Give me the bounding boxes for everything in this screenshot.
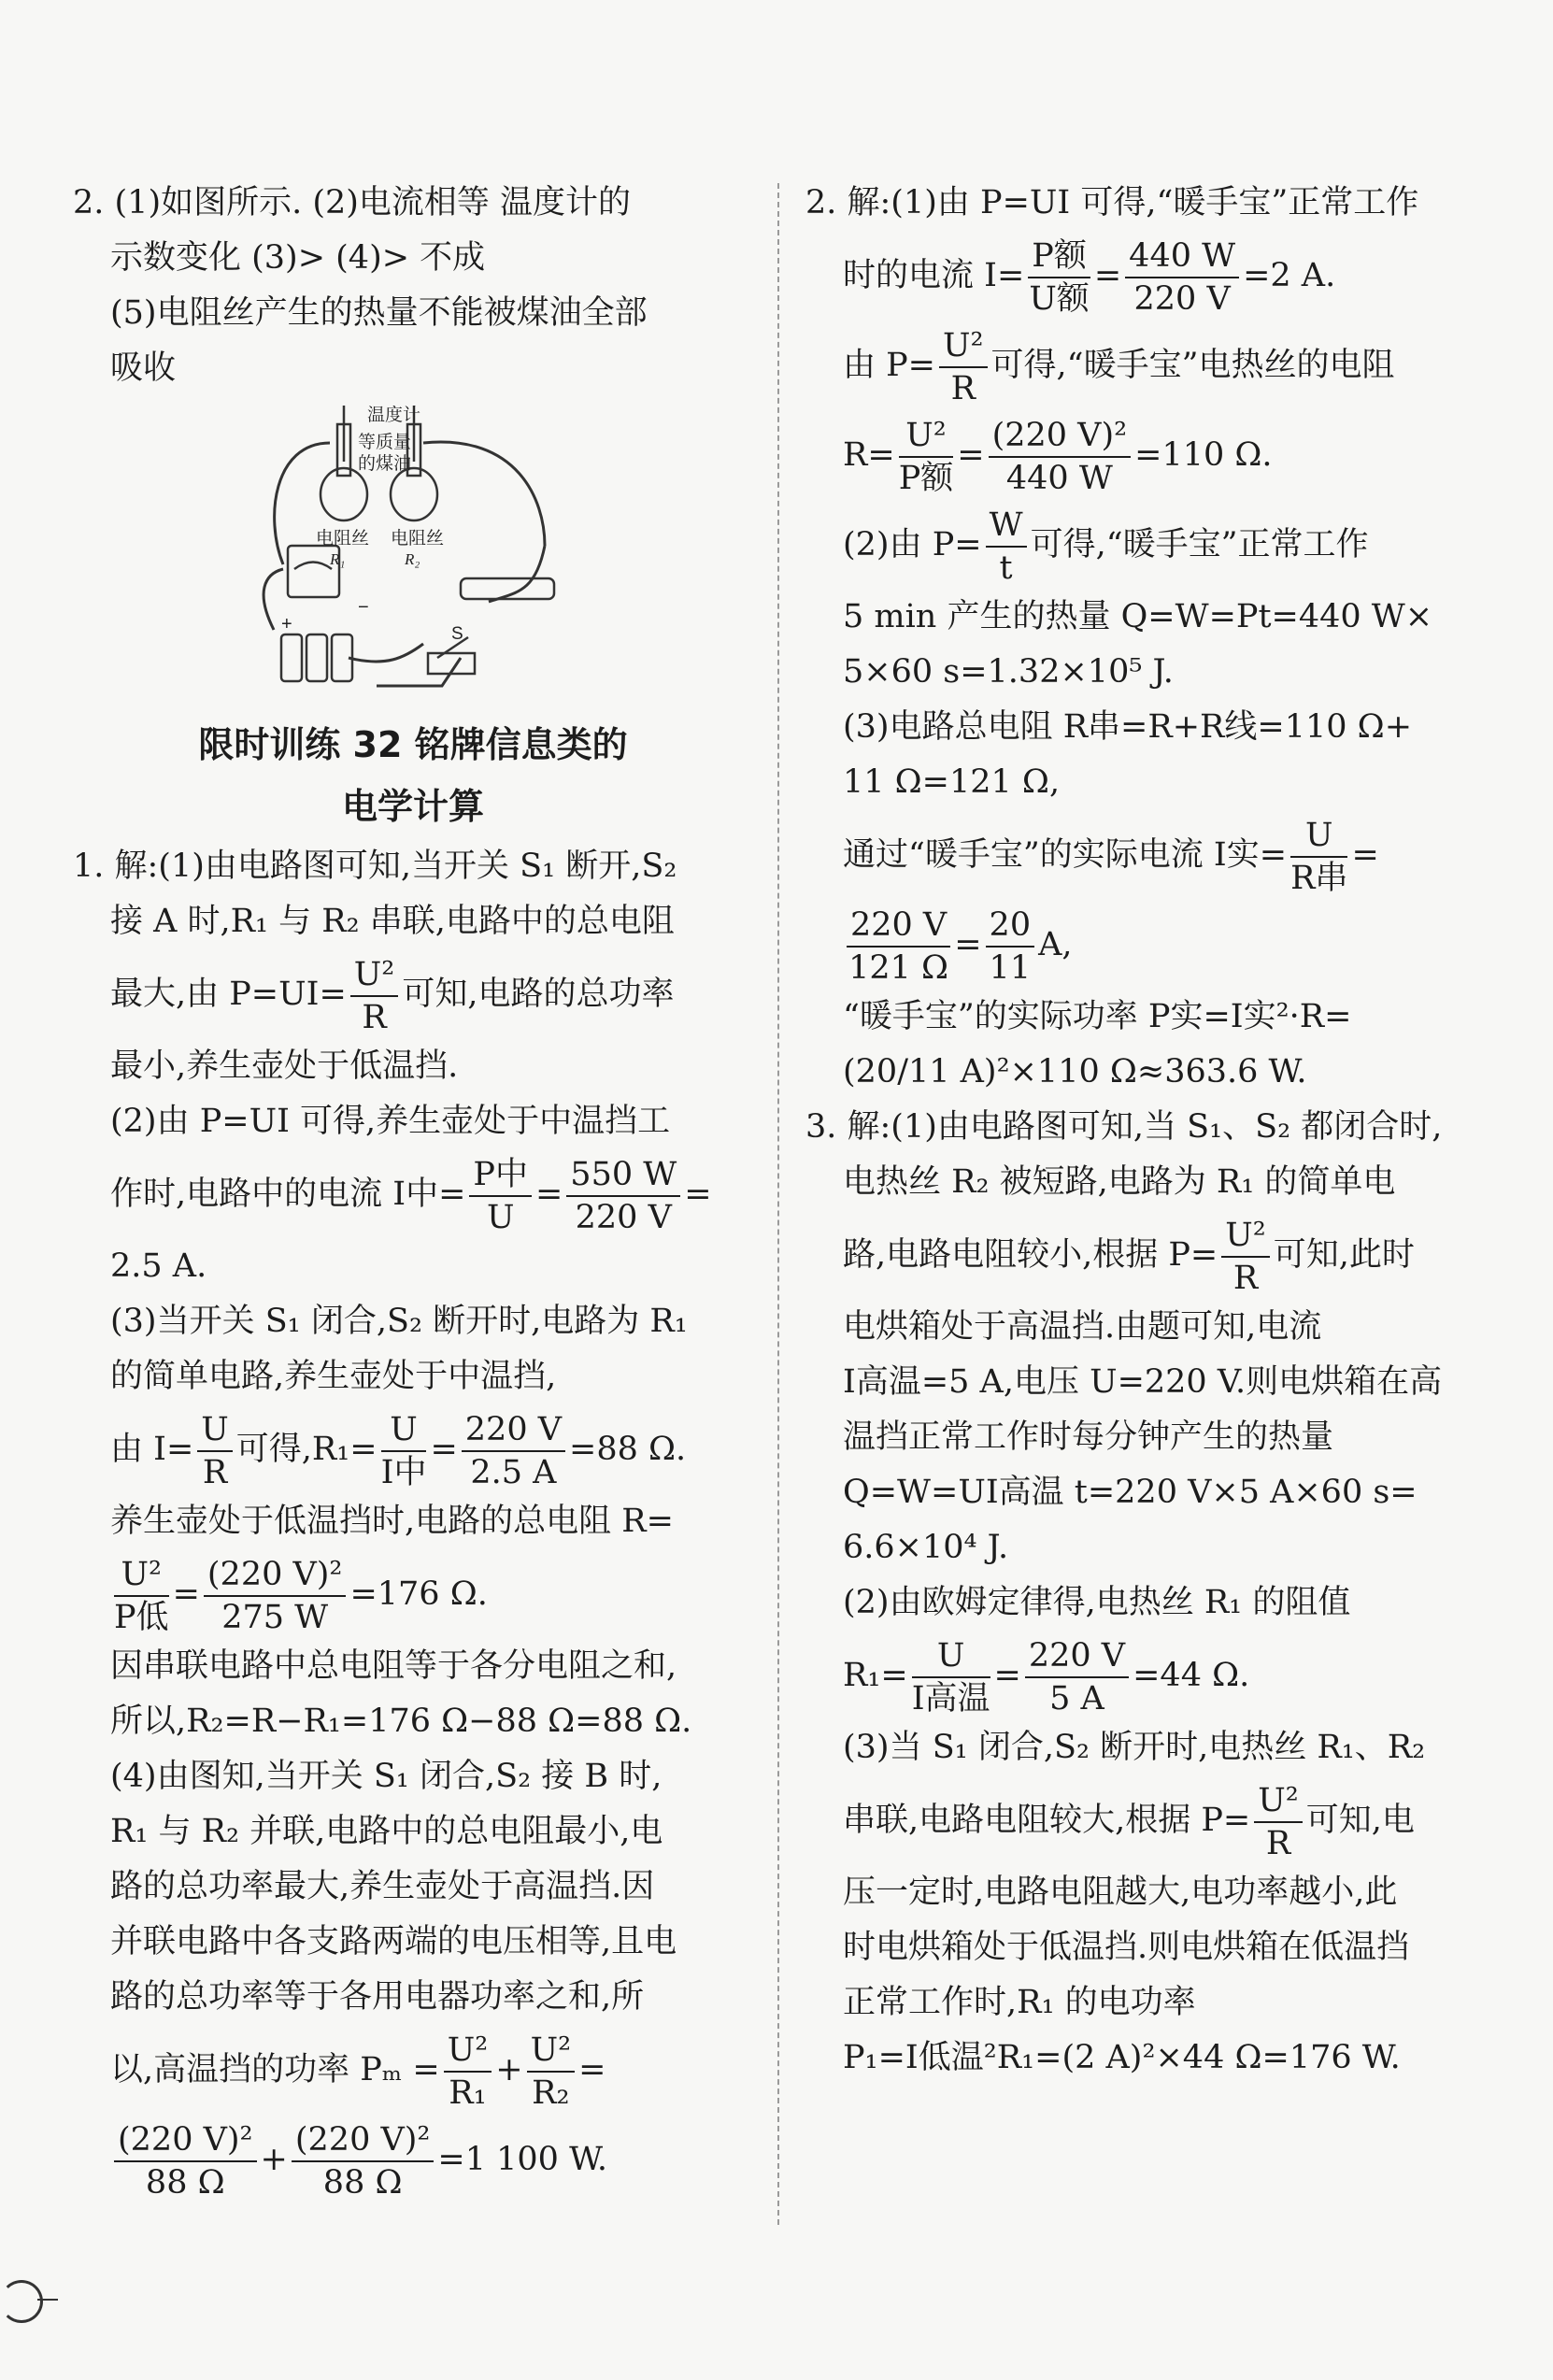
denominator: 5 A <box>1049 1679 1104 1717</box>
q2-line: (5)电阻丝产生的热量不能被煤油全部 <box>110 294 648 332</box>
s1-line: 并联电路中各支路两端的电压相等,且电 <box>110 1923 677 1960</box>
s2-line <box>805 500 1471 590</box>
section-title: 限时训练 32 铭牌信息类的 <box>198 724 628 765</box>
section-title-cont: 电学计算 <box>341 786 484 827</box>
numerator: U² <box>899 415 954 458</box>
fraction <box>1025 1635 1129 1719</box>
fraction <box>847 905 950 989</box>
text: A, <box>1038 926 1073 963</box>
text: 可得,“暖手宝”正常工作 <box>1030 526 1369 563</box>
s3-line: 6.6×10⁴ J. <box>843 1529 1009 1566</box>
denominator: 2.5 A <box>470 1453 557 1491</box>
fraction <box>204 1554 347 1638</box>
s2-line: 11 Ω=121 Ω, <box>843 763 1061 801</box>
s1-line: 路的总功率等于各用电器功率之和,所 <box>110 1978 645 2016</box>
text: 可得,“暖手宝”电热丝的电阻 <box>990 347 1395 384</box>
s1-line: 1. 解:(1)由电路图可知,当开关 S₁ 断开,S₂ <box>73 848 677 885</box>
numerator: U <box>197 1409 233 1452</box>
oil-label-1: 等质量 <box>358 433 412 452</box>
numerator: 20 <box>986 905 1035 948</box>
resistor2-label: 电阻丝 <box>391 529 445 549</box>
s3-line: 压一定时,电路电阻越大,电功率越小,此 <box>843 1874 1398 1911</box>
text: 可知,此时 <box>1273 1236 1415 1274</box>
numerator: U² <box>350 954 399 997</box>
fraction <box>527 2030 576 2114</box>
text: R₁= <box>843 1657 908 1694</box>
fraction <box>114 1554 169 1638</box>
numerator: 440 W <box>1125 235 1239 278</box>
s2-line: “暖手宝”的实际功率 P实=I实²·R= <box>843 998 1352 1035</box>
fraction <box>1290 815 1347 899</box>
denominator: U <box>486 1198 515 1236</box>
denominator: 88 Ω <box>322 2163 403 2202</box>
s1-line: $\frac{\text{(220 V)²}}{88 \Omega}$ + $\frac{\text{(220 V)²}}{88 \Omega}$ =1 100 W. <box>73 2115 753 2204</box>
resistor2-symbol: R₂ <box>405 550 420 568</box>
text: 通过“暖手宝”的实际电流 I实= <box>843 836 1288 874</box>
switch-label: S <box>451 624 463 644</box>
text: R= <box>843 436 895 474</box>
text: =88 Ω. <box>569 1431 687 1468</box>
fraction <box>986 905 1035 989</box>
s3-line: (2)由欧姆定律得,电热丝 R₁ 的阻值 <box>843 1584 1351 1621</box>
denominator: R <box>1232 1259 1259 1297</box>
denominator: R <box>202 1453 228 1491</box>
fraction <box>462 1409 565 1493</box>
s1-line: 路的总功率最大,养生壶处于高温挡.因 <box>110 1868 655 1905</box>
s3-line: 电烘箱处于高温挡.由题可知,电流 <box>843 1308 1322 1346</box>
denominator: 11 <box>989 948 1032 987</box>
denominator: 220 V <box>1133 279 1231 318</box>
s1-line: 以,高温挡的功率 Pₘ = $\frac{\text{U²}}{\text{R₁}}$ + $\frac{\text{U²}}{\text{R₂}}$ = <box>110 2031 606 2112</box>
fraction <box>350 954 399 1038</box>
denominator: 220 V <box>575 1198 672 1236</box>
resistor1-label: 电阻丝 <box>316 529 370 549</box>
numerator: U² <box>114 1554 169 1597</box>
text: 由 P= <box>843 347 936 384</box>
s2-line: (3)电路总电阻 R串=R+R线=110 Ω+ <box>843 708 1413 746</box>
numerator: (220 V)² <box>204 1554 347 1597</box>
numerator: (220 V)² <box>989 415 1132 458</box>
fraction <box>989 415 1132 499</box>
numerator: 550 W <box>566 1154 680 1197</box>
s3-line: (3)当 S₁ 闭合,S₂ 断开时,电热丝 R₁、R₂ <box>843 1729 1426 1766</box>
s1-line: (2)由 P=UI 可得,养生壶处于中温挡工 <box>110 1103 671 1140</box>
text: =1 100 W. <box>437 2141 608 2178</box>
numerator: (220 V)² <box>292 2119 435 2162</box>
denominator: P额 <box>898 459 954 497</box>
s1-line <box>73 949 753 1039</box>
denominator: P低 <box>114 1598 169 1636</box>
text: 由 I= <box>110 1431 194 1468</box>
battery-minus-label: − <box>358 597 369 618</box>
circuit-figure <box>236 406 676 705</box>
fraction <box>912 1635 990 1719</box>
text: 可知,电 <box>1305 1802 1415 1839</box>
s1-line: $\frac{\text{U²}}{\text{P低}}$ = $\frac{\text{(220 V)²}}{275 W}$ =176 Ω. <box>114 1555 488 1636</box>
s3-line: I高温=5 A,电压 U=220 V.则电烘箱在高 <box>843 1363 1443 1401</box>
thermometer-label: 温度计 <box>367 406 421 425</box>
text: =176 Ω. <box>349 1575 488 1613</box>
text: (2)由 P= <box>843 526 982 563</box>
right-column <box>805 176 1471 2086</box>
numerator: 220 V <box>462 1409 565 1452</box>
s2-line: $\frac{220 V}{121 \Omega}$ = $\frac{20}{11}$ A, <box>805 900 1471 990</box>
s3-line <box>805 1775 1471 1865</box>
numerator: U² <box>1221 1215 1270 1258</box>
fraction <box>114 2119 257 2203</box>
s2-line: R= $\frac{\text{U²}}{\text{P额}}$ = $\frac{\text{(220 V)²}}{440 W}$ =110 Ω. <box>843 416 1273 497</box>
fraction <box>444 2030 492 2114</box>
resistor1-symbol: R₁ <box>330 550 346 568</box>
s1-line: 作时,电路中的电流 I中= $\frac{\text{P中}}{U}$ = $\frac{550 W}{220 V}$ = <box>110 1155 712 1236</box>
denominator: U额 <box>1029 279 1090 318</box>
numerator: U² <box>444 2030 492 2073</box>
q2-line: 示数变化 (3)> (4)> 不成 <box>110 239 486 277</box>
fraction <box>566 1154 680 1238</box>
numerator: U <box>381 1409 427 1452</box>
s1-line: 接 A 时,R₁ 与 R₂ 串联,电路中的总电阻 <box>110 903 675 940</box>
numerator: 220 V <box>847 905 950 948</box>
denominator: R串 <box>1290 859 1348 897</box>
numerator: U² <box>939 325 988 368</box>
fraction <box>939 325 988 409</box>
text: =2 A. <box>1243 257 1336 294</box>
s1-line: (3)当开关 S₁ 闭合,S₂ 断开时,电路为 R₁ <box>110 1303 688 1340</box>
denominator: R <box>362 998 387 1036</box>
denominator: 275 W <box>221 1598 329 1636</box>
s1-line: R₁ 与 R₂ 并联,电路中的总电阻最小,电 <box>110 1813 663 1850</box>
numerator: U² <box>1254 1780 1303 1823</box>
text: 路,电路电阻较小,根据 P= <box>843 1236 1218 1274</box>
s3-line: Q=W=UI高温 t=220 V×5 A×60 s= <box>843 1474 1418 1511</box>
left-column <box>73 176 753 2204</box>
fraction <box>292 2119 435 2203</box>
s2-line: 2. 解:(1)由 P=UI 可得,“暖手宝”正常工作 <box>805 184 1419 221</box>
page-number-mark <box>0 2280 43 2323</box>
denominator: I中 <box>380 1453 427 1491</box>
s3-line <box>805 1210 1471 1300</box>
text: 串联,电路电阻较大,根据 P= <box>843 1802 1251 1839</box>
fraction <box>899 415 954 499</box>
page-number-rule <box>37 2299 58 2301</box>
s2-line: (20/11 A)²×110 Ω≈363.6 W. <box>843 1053 1307 1090</box>
text: 时的电流 I= <box>843 257 1025 294</box>
numerator: U <box>1290 815 1347 858</box>
denominator: R <box>950 369 976 407</box>
s1-line: 由 I= $\frac{U}{R}$ 可得,R₁= $\frac{U}{\text{I中}}$ = $\frac{220 V}{2.5 A}$ =88 Ω. <box>110 1410 687 1491</box>
s3-line: 正常工作时,R₁ 的电功率 <box>843 1984 1196 2021</box>
fraction <box>986 505 1027 589</box>
s2-line: 5 min 产生的热量 Q=W=Pt=440 W× <box>843 598 1433 635</box>
column-divider <box>777 183 779 2225</box>
text: =44 Ω. <box>1133 1657 1250 1694</box>
text: 可得,R₁= <box>235 1431 378 1468</box>
fraction <box>469 1154 532 1238</box>
oil-label-2: 的煤油 <box>358 454 412 474</box>
s1-line: 所以,R₂=R−R₁=176 Ω−88 Ω=88 Ω. <box>110 1703 692 1740</box>
circuit-diagram <box>236 406 676 705</box>
s1-line: (4)由图知,当开关 S₁ 闭合,S₂ 接 B 时, <box>110 1758 663 1795</box>
text: 作时,电路中的电流 I中= <box>110 1176 466 1213</box>
fraction <box>1028 235 1090 320</box>
s3-line: 电热丝 R₂ 被短路,电路为 R₁ 的简单电 <box>843 1163 1396 1201</box>
numerator: W <box>986 505 1027 548</box>
numerator: (220 V)² <box>114 2119 257 2162</box>
text: 可知,电路的总功率 <box>402 976 675 1013</box>
s2-line: 通过“暖手宝”的实际电流 I实= $\frac{U}{\text{R串}}$ = <box>843 816 1379 897</box>
denominator: I高温 <box>911 1679 990 1717</box>
numerator: 220 V <box>1025 1635 1129 1678</box>
s2-line: 时的电流 I= $\frac{\text{P额}}{\text{U额}}$ = $\frac{440 W}{220 V}$ =2 A. <box>843 236 1336 318</box>
q2-line: 吸收 <box>110 349 177 387</box>
s1-line: 最小,养生壶处于低温挡. <box>110 1047 459 1085</box>
numerator: P中 <box>469 1154 532 1197</box>
denominator: R₂ <box>532 2074 570 2112</box>
s3-line: 3. 解:(1)由电路图可知,当 S₁、S₂ 都闭合时, <box>805 1108 1443 1146</box>
s2-line <box>805 321 1471 410</box>
text: 以,高温挡的功率 Pₘ = <box>110 2051 440 2088</box>
s2-line: 5×60 s=1.32×10⁵ J. <box>843 653 1174 691</box>
fraction <box>197 1409 233 1493</box>
s3-line: P₁=I低温²R₁=(2 A)²×44 Ω=176 W. <box>843 2039 1401 2076</box>
denominator: 440 W <box>1005 459 1113 497</box>
s3-line: R₁= $\frac{U}{\text{I高温}}$ = $\frac{220 V}{5 A}$ =44 Ω. <box>843 1636 1250 1717</box>
fraction <box>381 1409 427 1493</box>
battery-plus-label: + <box>281 614 292 634</box>
s1-line: 的简单电路,养生壶处于中温挡, <box>110 1358 557 1395</box>
s1-line: 2.5 A. <box>110 1247 207 1285</box>
q2-line: 2. (1)如图所示. (2)电流相等 温度计的 <box>73 184 632 221</box>
denominator: 121 Ω <box>848 948 949 987</box>
s3-line: 时电烘箱处于低温挡.则电烘箱在低温挡 <box>843 1929 1410 1966</box>
denominator: t <box>999 549 1013 587</box>
numerator: P额 <box>1028 235 1090 278</box>
fraction <box>1125 235 1239 320</box>
fraction <box>1254 1780 1303 1864</box>
denominator: R <box>1265 1824 1291 1862</box>
fraction <box>1221 1215 1270 1299</box>
s3-line: 温挡正常工作时每分钟产生的热量 <box>843 1418 1334 1456</box>
denominator: 88 Ω <box>145 2163 225 2202</box>
numerator: U² <box>527 2030 576 2073</box>
numerator: U <box>912 1635 990 1678</box>
s1-line: 因串联电路中总电阻等于各分电阻之和, <box>110 1647 677 1685</box>
text: 最大,由 P=UI= <box>110 976 347 1013</box>
denominator: R₁ <box>449 2074 487 2112</box>
text: =110 Ω. <box>1134 436 1273 474</box>
s1-line: 养生壶处于低温挡时,电路的总电阻 R= <box>110 1503 674 1540</box>
